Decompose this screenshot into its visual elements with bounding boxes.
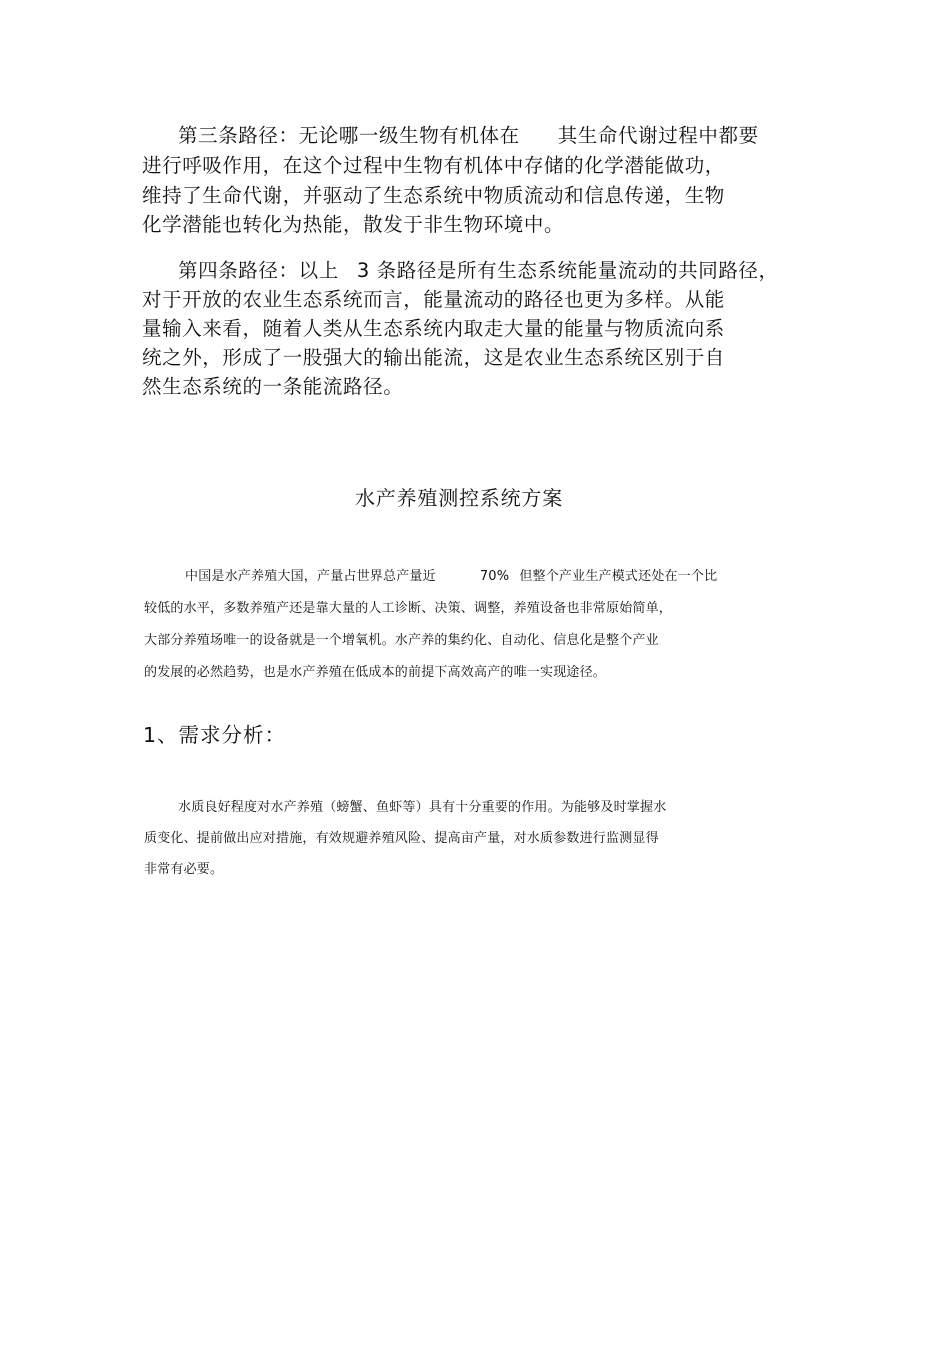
paragraph-3-line-4: 化学潜能也转化为热能，散发于非生物环境中。 [142,213,565,236]
intro-line-4: 的发展的必然趋势，也是水产养殖在低成本的前提下高效高产的唯一实现途径。 [144,665,607,680]
paragraph-4-line-1-part-b: 3 条路径是所有生态系统能量流动的共同路径， [356,259,779,282]
intro-line-1-percent: 70% [479,569,510,584]
paragraph-3-line-3: 维持了生命代谢，并驱动了生态系统中物质流动和信息传递，生物 [142,184,725,207]
intro-line-2: 较低的水平，多数养殖产还是靠大量的人工诊断、决策、调整，养殖设备也非常原始简单， [144,601,673,616]
paragraph-4-line-1-part-a: 第四条路径：以上 [178,259,339,282]
intro-line-1 [185,565,717,584]
intro-line-1-part-c: 但整个产业生产模式还处在一个比 [519,569,718,584]
document-title: 水产养殖测控系统方案 [355,486,563,510]
paragraph-4-line-2: 对于开放的农业生态系统而言，能量流动的路径也更为多样。从能 [142,288,725,311]
paragraph-4-line-5: 然生态系统的一条能流路径。 [142,375,404,398]
paragraph-3-line-1-part-b: 其生命代谢过程中都要 [557,124,759,147]
intro-line-3: 大部分养殖场唯一的设备就是一个增氧机。水产养的集约化、自动化、信息化是整个产业 [144,633,659,648]
intro-line-1-part-a: 中国是水产养殖大国，产量占世界总产量近 [185,569,436,584]
section-1-line-2: 质变化、提前做出应对措施，有效规避养殖风险、提高亩产量，对水质参数进行监测显得 [144,831,659,846]
paragraph-3-line-1 [178,120,759,148]
paragraph-4-line-3: 量输入来看，随着人类从生态系统内取走大量的能量与物质流向系 [142,317,725,340]
paragraph-3-line-2: 进行呼吸作用，在这个过程中生物有机体中存储的化学潜能做功， [142,154,725,177]
section-1-line-3: 非常有必要。 [144,862,224,877]
paragraph-4-line-1 [178,255,779,283]
section-1-heading: 1、需求分析： [143,723,287,747]
paragraph-3-line-1-part-a: 第三条路径：无论哪一级生物有机体在 [178,124,520,147]
paragraph-4-line-4: 统之外，形成了一股强大的输出能流，这是农业生态系统区别于自 [142,346,725,369]
section-1-line-1: 水质良好程度对水产养殖（螃蟹、鱼虾等）具有十分重要的作用。为能够及时掌握水 [178,800,667,815]
